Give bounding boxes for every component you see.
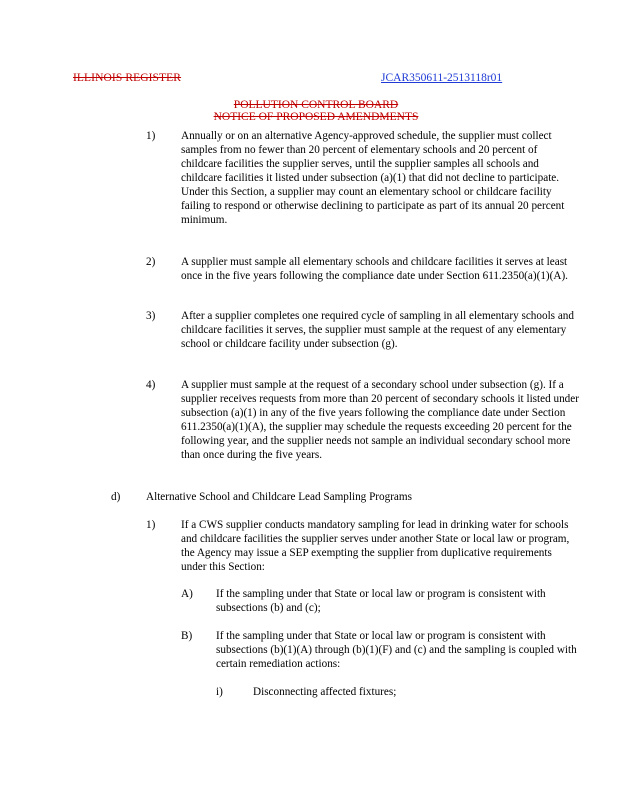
item-letter: A) — [181, 588, 193, 600]
item-roman: i) — [216, 686, 223, 698]
paragraph-annual-sampling: Annually or on an alternative Agency-approved schedule, the supplier must collect samples from no fewer than 20 percent of elementary schools and 20 percent of childcare facilities the supplier serves, until the supplier samples all schools and childcare facilities it listed under subsection (a)(1) that did not decline to participate. Under this Section, a supplier may count an elementary school or childcare facility failing to respond or otherwise declining to participate as part of its annual 20 percent minimum. — [181, 130, 565, 226]
paragraph-condition-b: If the sampling under that State or local law or program is consistent with subsections (b)(1)(A) through (b)(1)(F) and (c) and the sampling is coupled with certain remediation actions: — [216, 630, 577, 670]
paragraph-disconnect-fixtures: Disconnecting affected fixtures; — [253, 686, 397, 698]
jcar-reference-link[interactable]: JCAR350611-2513118r01 — [381, 72, 503, 84]
item-number: 4) — [146, 379, 156, 391]
paragraph-secondary-school: A supplier must sample at the request of a secondary school under subsection (g). If a supplier receives requests from more than 20 percent of secondary schools it listed under subsection (a)(1) in any of the five years following the compliance date under Section 611.2350(a)(1)(A), the supplier may schedule the requests exceeding 20 percent for the following year, and the supplier needs not sample an individual secondary school more than once during the five years. — [181, 379, 579, 461]
register-header: ILLINOIS REGISTER — [73, 72, 182, 84]
item-number: 3) — [146, 310, 156, 322]
notice-title: NOTICE OF PROPOSED AMENDMENTS — [213, 111, 419, 123]
item-number: 1) — [146, 130, 156, 142]
paragraph-alternative-program: If a CWS supplier conducts mandatory sampling for lead in drinking water for schools and childcare facilities the supplier serves under another State or local law or program, the Agency may issue a SEP exempting the supplier from duplicative requirements under this Section: — [181, 519, 570, 573]
item-letter: B) — [181, 630, 193, 642]
agency-title: POLLUTION CONTROL BOARD — [233, 99, 399, 111]
paragraph-condition-a: If the sampling under that State or local law or program is consistent with subsections (b) and (c); — [216, 588, 546, 614]
subsection-letter: d) — [111, 491, 121, 503]
subsection-heading: Alternative School and Childcare Lead Sampling Programs — [146, 491, 412, 503]
item-number: 2) — [146, 256, 156, 268]
item-number: 1) — [146, 519, 156, 531]
paragraph-five-year-sampling: A supplier must sample all elementary schools and childcare facilities it serves at least once in the five years following the compliance date under Section 611.2350(a)(1)(A). — [181, 256, 568, 282]
paragraph-request-sampling: After a supplier completes one required cycle of sampling in all elementary schools and childcare facilities it serves, the supplier must sample at the request of any elementary school or childcare facility under subsection (g). — [181, 310, 574, 350]
